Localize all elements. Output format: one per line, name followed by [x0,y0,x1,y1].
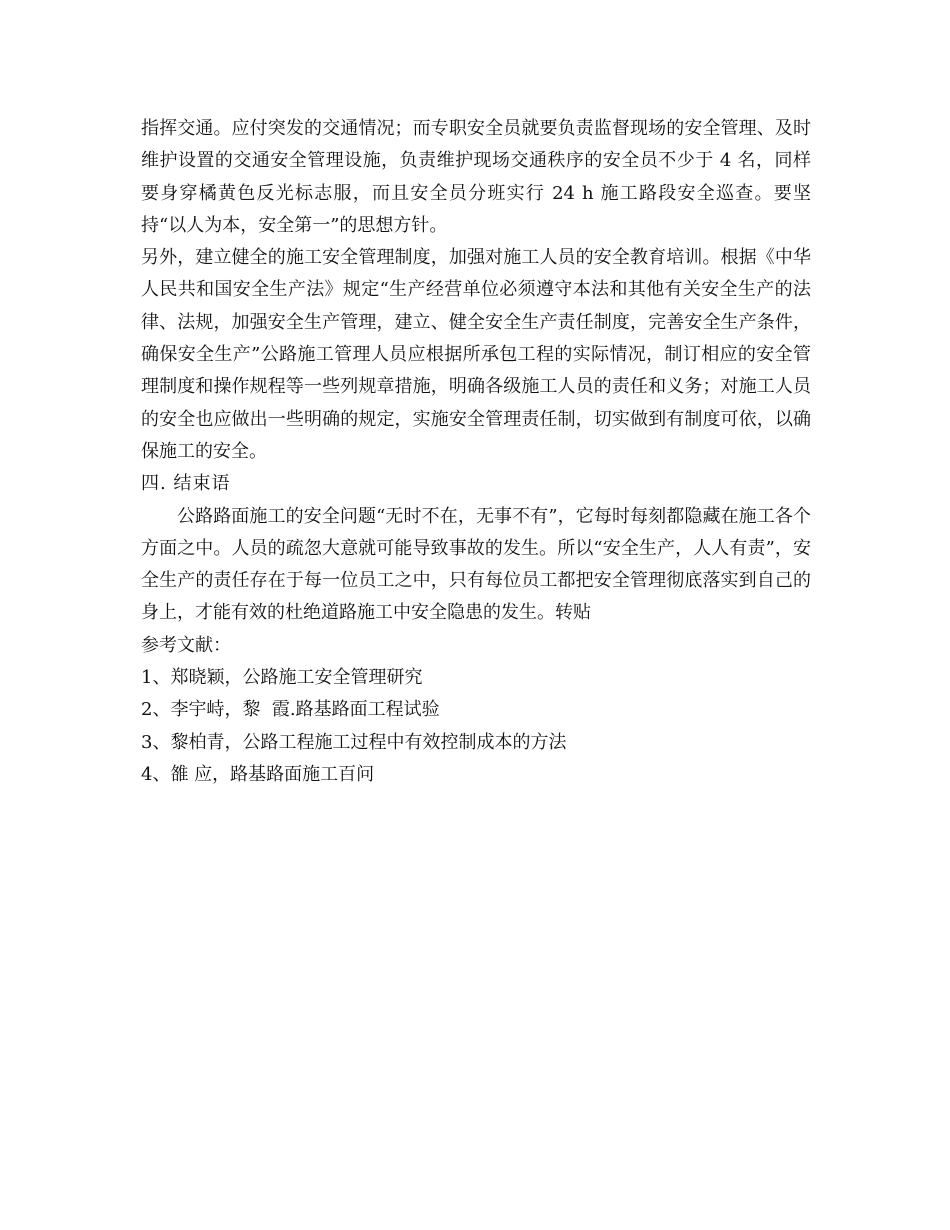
references-title: 参考文献： [141,634,231,656]
document-body [141,113,811,791]
reference-item-2: 2、李宇峙，黎 霞.路基路面工程试验 [141,699,440,721]
reference-item-4: 4、雒 应，路基路面施工百问 [141,763,375,785]
reference-item-1: 1、郑晓颖，公路施工安全管理研究 [141,667,423,689]
paragraph-conclusion: 公路路面施工的安全问题“无时不在，无事不有”，它每时每刻都隐藏在施工各个方面之中。人员的疏忽大意就可能导致事故的发生。所以“安全生产，人人有责”，安全生产的责任存在于每一位员工之中，只有每位员工都把安全管理彻底落实到自己的身上，才能有效的杜绝道路施工中安全隐患的发生。转贴 [141,505,811,624]
section-heading-conclusion: 四. 结束语 [141,473,231,495]
reference-item-3: 3、黎柏青，公路工程施工过程中有效控制成本的方法 [141,731,567,753]
paragraph-safety-management-system: 另外，建立健全的施工安全管理制度，加强对施工人员的安全教育培训。根据《中华人民共和国安全生产法》规定“生产经营单位必须遵守本法和其他有关安全生产的法律、法规，加强安全生产管理，建立、健全安全生产责任制度，完善安全生产条件，确保安全生产”公路施工管理人员应根据所承包工程的实际情况，制订相应的安全管理制度和操作规程等一些列规章措施，明确各级施工人员的责任和义务；对施工人员的安全也应做出一些明确的规定，实施安全管理责任制，切实做到有制度可依，以确保施工的安全。 [141,247,811,462]
references-list [141,662,811,791]
paragraph-traffic-safety: 指挥交通。应付突发的交通情况；而专职安全员就要负责监督现场的安全管理、及时维护设置的交通安全管理设施，负责维护现场交通秩序的安全员不少于 4 名，同样要身穿橘黄色反光标志服，而且安全员分班实行 24 h 施工路段安全巡查。要坚持“以人为本，安全第一”的思想方针。 [141,118,811,236]
